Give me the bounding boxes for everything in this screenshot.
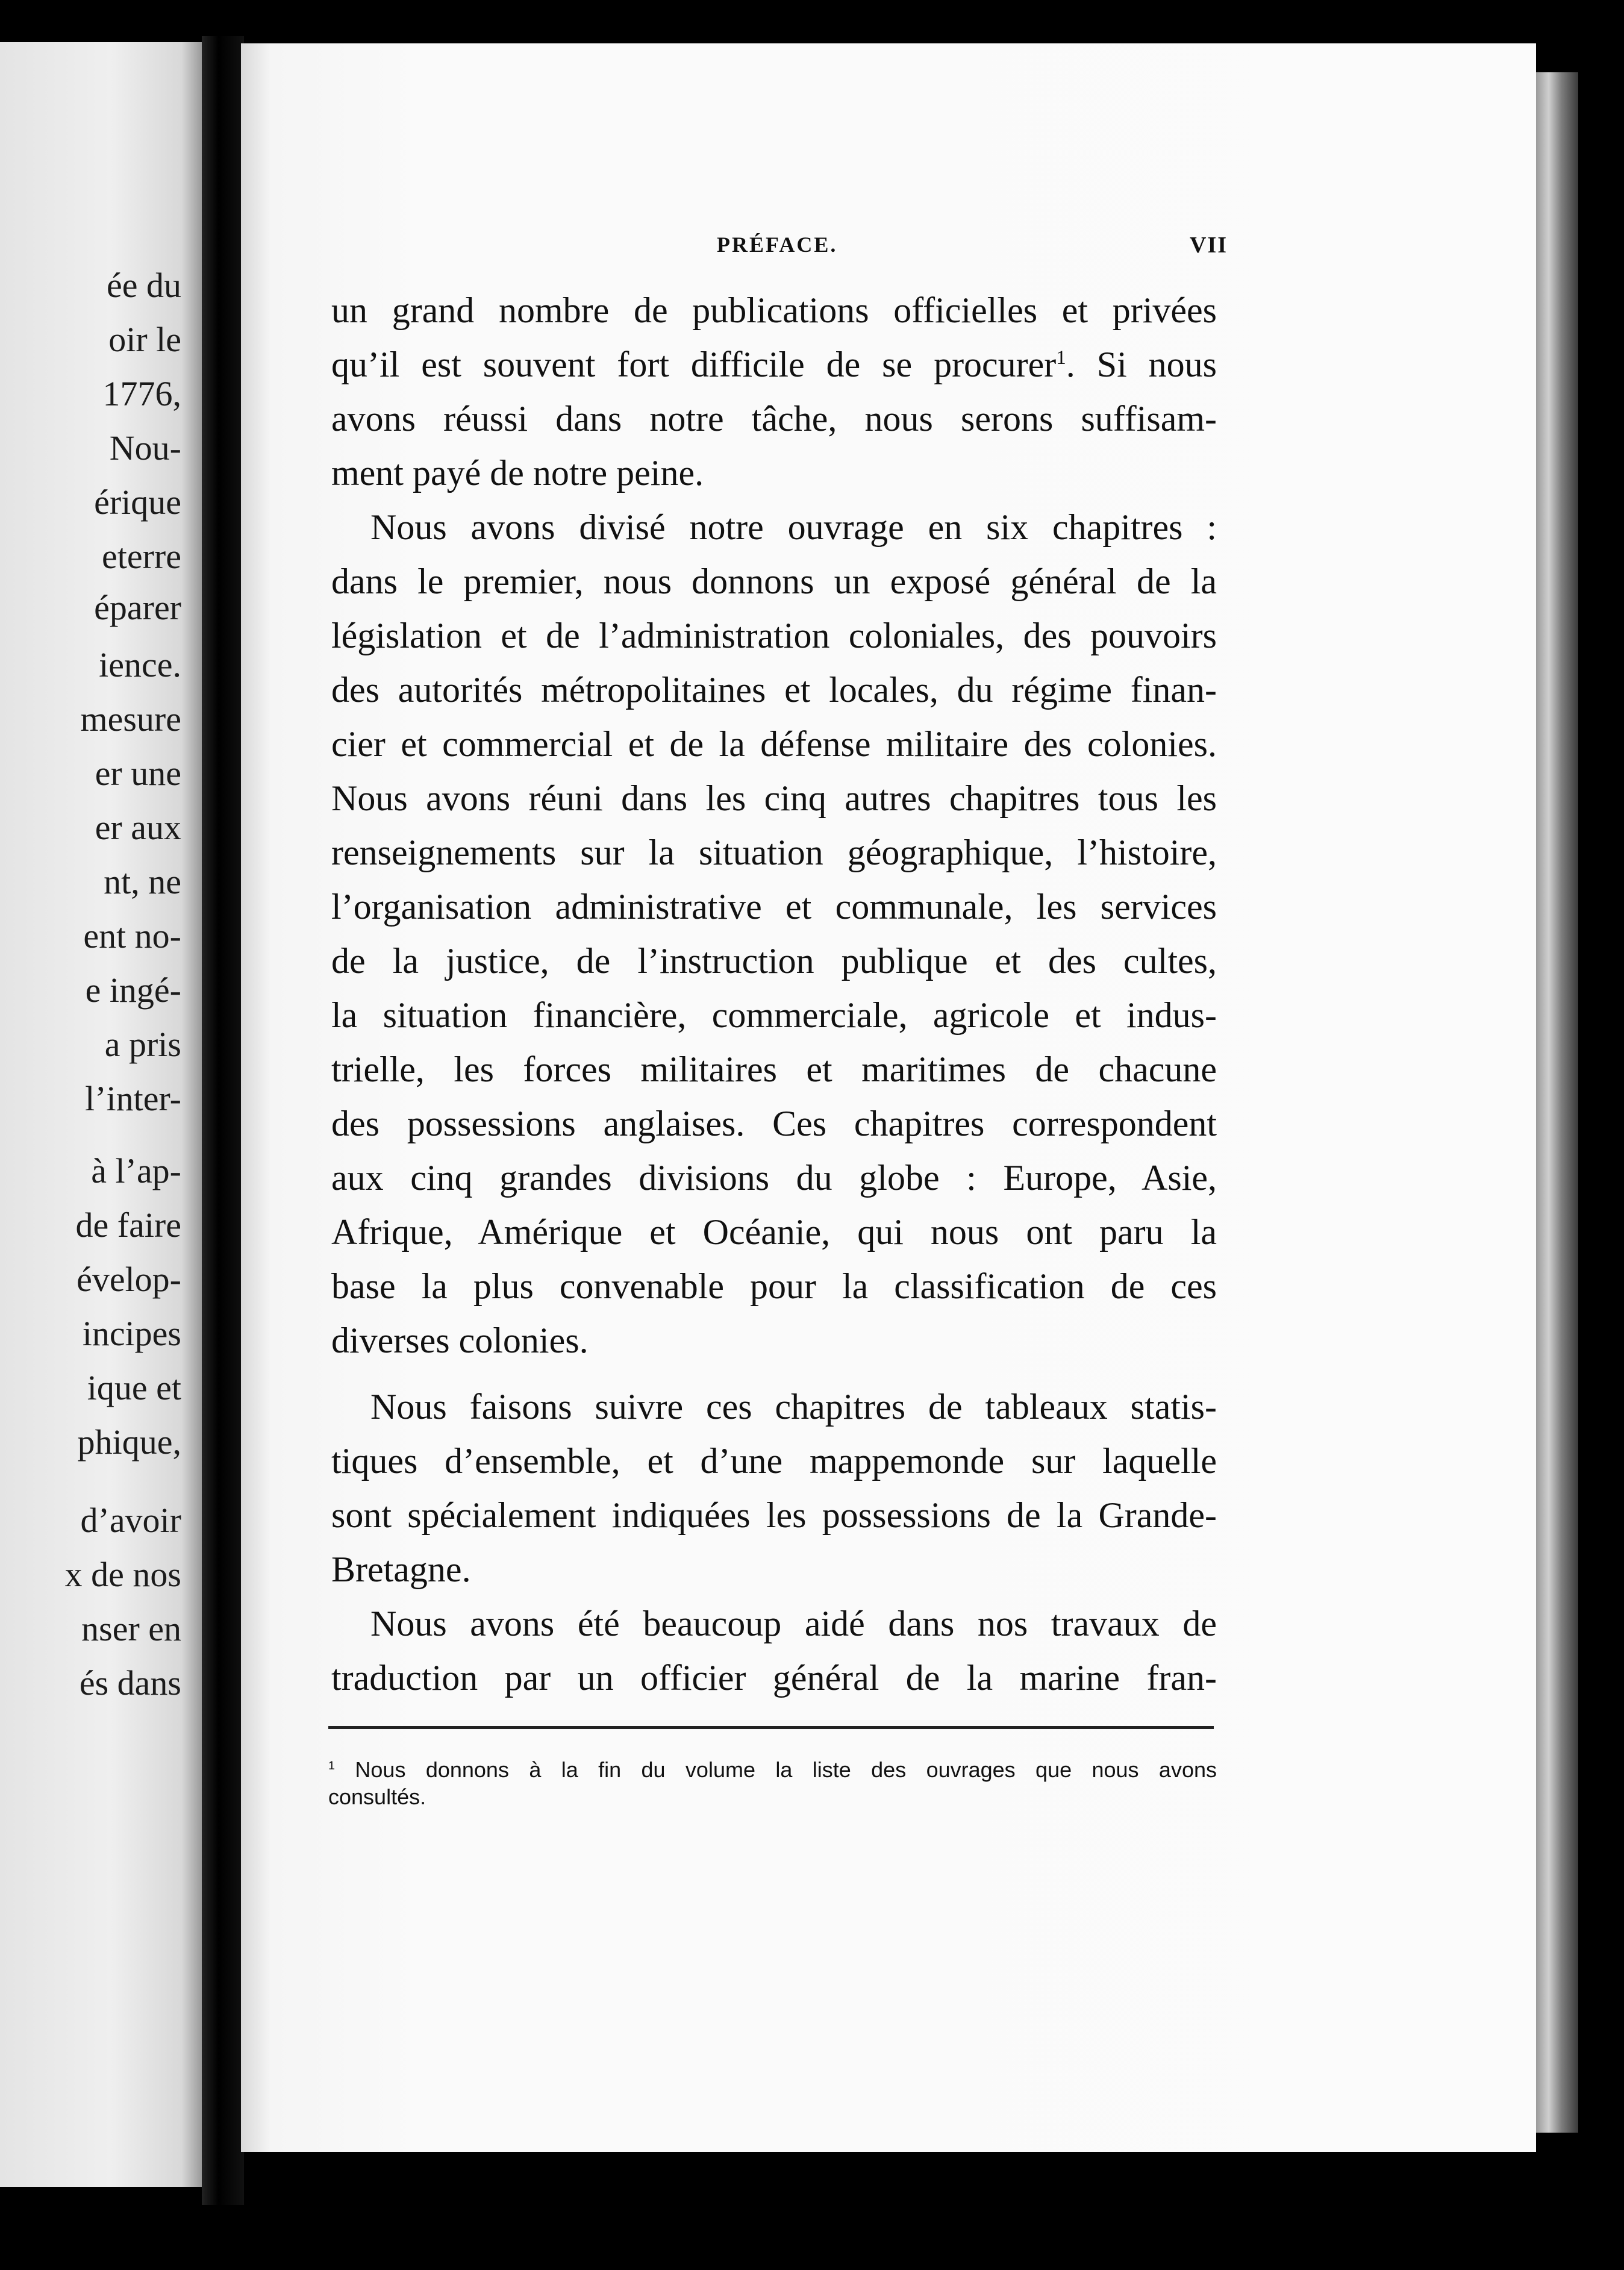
text-line: la situation financière, commerciale, agricole et indus- [331,995,1217,1035]
text-line: de la justice, de l’instruction publique et des cultes, [331,941,1217,981]
text-line: avons réussi dans notre tâche, nous serons suffisam- [331,399,1217,439]
paragraph-start: Nous avons été beaucoup aidé dans nos travaux de [370,1604,1217,1643]
text-line: l’organisation administrative et communale, les services [331,887,1217,927]
text-line: Bretagne. [331,1549,471,1589]
text-line: des possessions anglaises. Ces chapitres correspondent [331,1104,1217,1143]
facing-page-text-fragment: incipes [82,1314,181,1353]
facing-page-text-fragment: e ingé- [85,971,181,1010]
footnote-line: consultés. [328,1784,426,1809]
text-line: traduction par un officier général de la marine fran- [331,1658,1217,1698]
text-line: législation et de l’administration coloniales, des pouvoirs [331,616,1217,655]
text-line: ment payé de notre peine. [331,453,704,493]
text-line: un grand nombre de publications officielles et privées [331,290,1217,330]
footnote-marker: 1 [328,1759,336,1772]
text-line: tiques d’ensemble, et d’une mappemonde sur laquelle [331,1441,1217,1481]
facing-page-text-fragment: ique et [87,1368,181,1407]
facing-page-left [0,42,202,2187]
footnote-reference: 1 [1056,347,1066,369]
facing-page-text-fragment: x de nos [64,1555,181,1594]
facing-page-text-fragment: er une [95,754,181,793]
facing-page-text-fragment: nt, ne [104,862,181,901]
facing-page-text-fragment: éparer [94,588,181,627]
facing-page-text-fragment: 1776, [102,374,181,413]
footnote-rule [328,1726,1214,1729]
facing-page-text-fragment: à l’ap- [91,1151,181,1190]
page-edges [1536,72,1578,2133]
text-line: cier et commercial et de la défense militaire des colonies. [331,724,1217,764]
facing-page-text-fragment: ent no- [83,916,181,955]
text-line: Nous avons réuni dans les cinq autres chapitres tous les [331,778,1217,818]
text-line: trielle, les forces militaires et maritimes de chacune [331,1049,1217,1089]
facing-page-text-fragment: d’avoir [80,1501,181,1540]
facing-page-text-fragment: phique, [77,1422,181,1462]
facing-page-text-fragment: ience. [99,645,181,684]
facing-page-text-fragment: évelop- [77,1260,181,1299]
text-line: dans le premier, nous donnons un exposé général de la [331,561,1217,601]
text-line: des autorités métropolitaines et locales, du régime finan- [331,670,1217,710]
facing-page-text-fragment: de faire [75,1205,181,1245]
text-line: Afrique, Amérique et Océanie, qui nous ont paru la [331,1212,1217,1252]
facing-page-text-fragment: mesure [80,699,181,739]
running-title: PRÉFACE. [717,233,838,257]
facing-page-text-fragment: és dans [79,1663,181,1702]
facing-page-text-fragment: oir le [108,320,181,359]
page-number: VII [1190,233,1228,258]
paragraph-start: Nous avons divisé notre ouvrage en six chapitres : [370,507,1217,547]
facing-page-text-fragment: nser en [81,1609,181,1648]
facing-page-text-fragment: érique [94,483,181,522]
book-gutter [202,36,244,2205]
text-line: aux cinq grandes divisions du globe : Europe, Asie, [331,1158,1217,1198]
facing-page-text-fragment: Nou- [109,428,181,467]
text-line: base la plus convenable pour la classification de ces [331,1266,1217,1306]
facing-page-text-fragment: er aux [95,808,181,847]
facing-page-text-fragment: eterre [102,537,181,576]
text-line: qu’il est souvent fort difficile de se procurer$^1$. Si nous [331,345,1217,384]
paragraph-start: Nous faisons suivre ces chapitres de tableaux statis- [370,1387,1217,1427]
facing-page-text-fragment: l’inter- [85,1079,181,1118]
text-line: renseignements sur la situation géographique, l’histoire, [331,833,1217,872]
text-line: sont spécialement indiquées les possessions de la Grande- [331,1495,1217,1535]
text-line: diverses colonies. [331,1321,589,1360]
footnote-line: $^1$ Nous donnons à la fin du volume la liste des ouvrages que nous avons [328,1757,1217,1782]
facing-page-text-fragment: ée du [107,266,181,305]
facing-page-text-fragment: a pris [104,1025,181,1064]
